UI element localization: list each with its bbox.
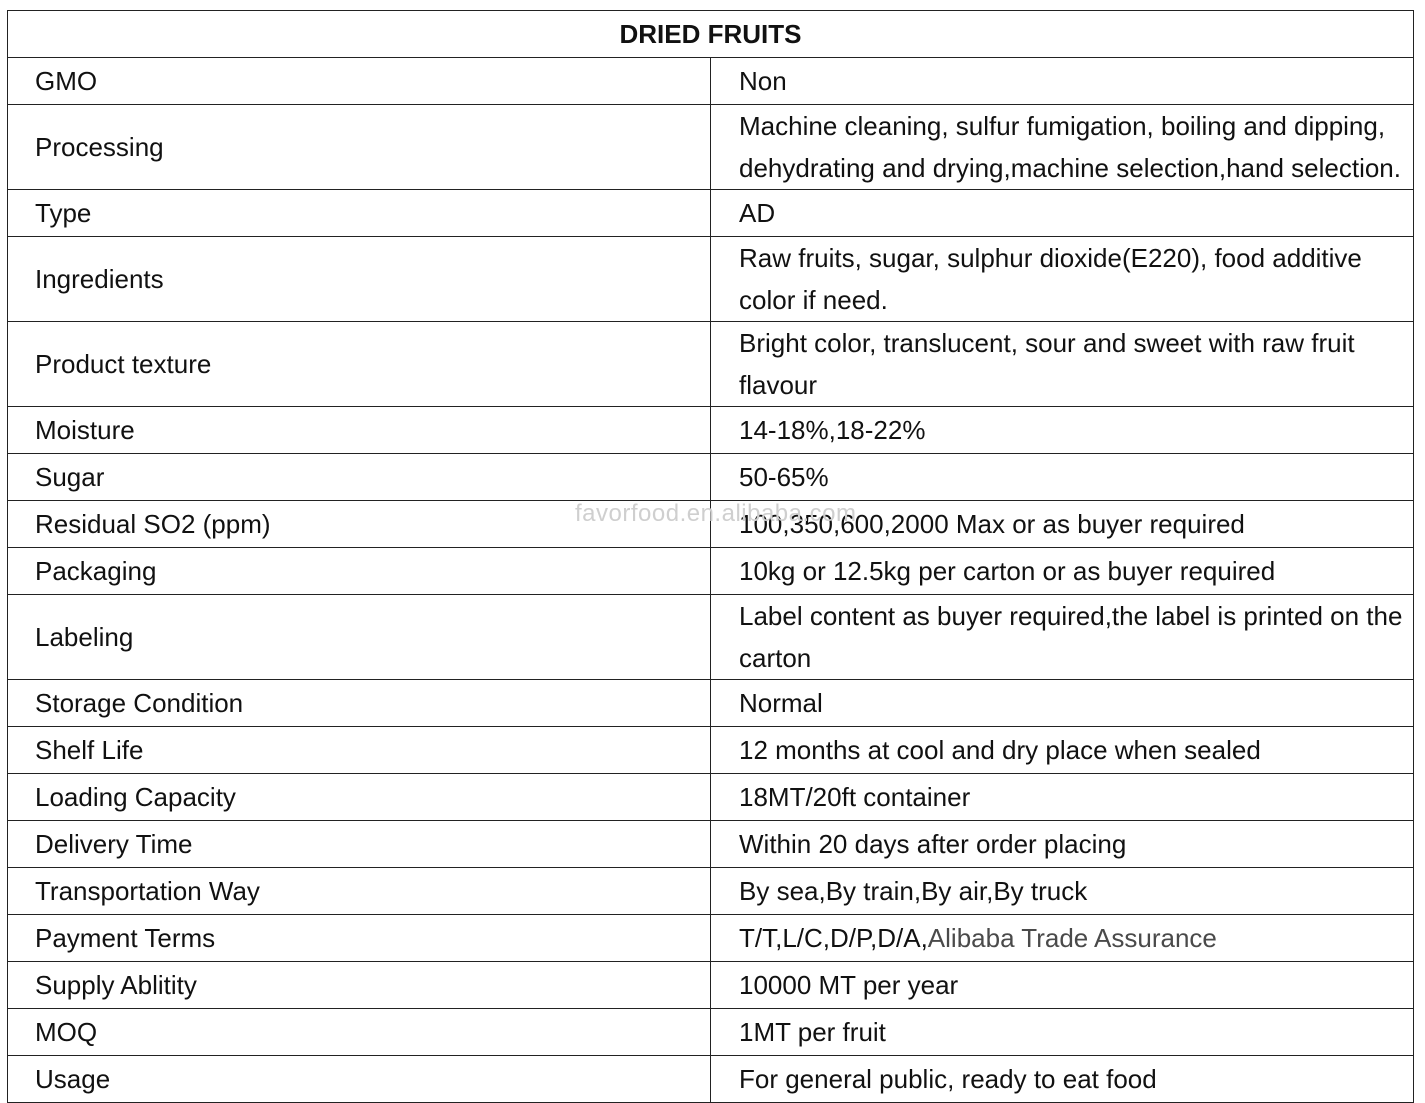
table-row <box>8 501 1414 548</box>
table-row <box>8 727 1414 774</box>
row-label: Processing <box>8 105 711 190</box>
row-value: 10kg or 12.5kg per carton or as buyer required <box>711 548 1414 595</box>
row-label: Type <box>8 190 711 237</box>
row-label: Product texture <box>8 322 711 407</box>
row-label: Packaging <box>8 548 711 595</box>
row-label: Moisture <box>8 407 711 454</box>
table-row <box>8 774 1414 821</box>
row-value: Normal <box>711 680 1414 727</box>
row-value: Raw fruits, sugar, sulphur dioxide(E220), food additive color if need. <box>711 237 1414 322</box>
row-value: 10000 MT per year <box>711 962 1414 1009</box>
row-label: GMO <box>8 58 711 105</box>
row-label: Supply Ablitity <box>8 962 711 1009</box>
row-value: 14-18%,18-22% <box>711 407 1414 454</box>
table-row <box>8 454 1414 501</box>
trade-assurance-text: Alibaba Trade Assurance <box>927 923 1217 953</box>
row-label: Storage Condition <box>8 680 711 727</box>
table-row <box>8 680 1414 727</box>
table-row <box>8 105 1414 190</box>
table-row <box>8 322 1414 407</box>
row-value: AD <box>711 190 1414 237</box>
row-label: Delivery Time <box>8 821 711 868</box>
payment-terms-text: T/T,L/C,D/P,D/A, <box>739 923 928 953</box>
row-value: Machine cleaning, sulfur fumigation, boiling and dipping, dehydrating and drying,machine selection,hand selection. <box>711 105 1414 190</box>
spec-table <box>7 10 1414 1103</box>
table-row <box>8 1009 1414 1056</box>
table-row <box>8 407 1414 454</box>
row-label: Transportation Way <box>8 868 711 915</box>
row-value: 12 months at cool and dry place when sealed <box>711 727 1414 774</box>
table-row <box>8 548 1414 595</box>
row-label: Labeling <box>8 595 711 680</box>
row-value: 50-65% <box>711 454 1414 501</box>
row-label: Loading Capacity <box>8 774 711 821</box>
row-label: Ingredients <box>8 237 711 322</box>
table-row <box>8 190 1414 237</box>
row-value: Non <box>711 58 1414 105</box>
table-row <box>8 1056 1414 1103</box>
table-row <box>8 58 1414 105</box>
row-label: Sugar <box>8 454 711 501</box>
table-row <box>8 868 1414 915</box>
row-value: By sea,By train,By air,By truck <box>711 868 1414 915</box>
watermark: favorfood.en.alibaba.com <box>575 500 857 527</box>
table-row <box>8 821 1414 868</box>
row-value: 18MT/20ft container <box>711 774 1414 821</box>
row-value: 100,350,600,2000 Max or as buyer required <box>711 501 1414 548</box>
table-row <box>8 237 1414 322</box>
row-value: For general public, ready to eat food <box>711 1056 1414 1103</box>
table-title: DRIED FRUITS <box>8 11 1414 58</box>
row-value: Bright color, translucent, sour and sweet with raw fruit flavour <box>711 322 1414 407</box>
row-value: Within 20 days after order placing <box>711 821 1414 868</box>
table-row <box>8 962 1414 1009</box>
row-value <box>711 915 1414 962</box>
row-value: Label content as buyer required,the label is printed on the carton <box>711 595 1414 680</box>
row-label: Residual SO2 (ppm) <box>8 501 711 548</box>
row-label: MOQ <box>8 1009 711 1056</box>
title-row <box>8 11 1414 58</box>
row-label: Usage <box>8 1056 711 1103</box>
table-row <box>8 915 1414 962</box>
table-row <box>8 595 1414 680</box>
row-label: Payment Terms <box>8 915 711 962</box>
row-label: Shelf Life <box>8 727 711 774</box>
row-value: 1MT per fruit <box>711 1009 1414 1056</box>
